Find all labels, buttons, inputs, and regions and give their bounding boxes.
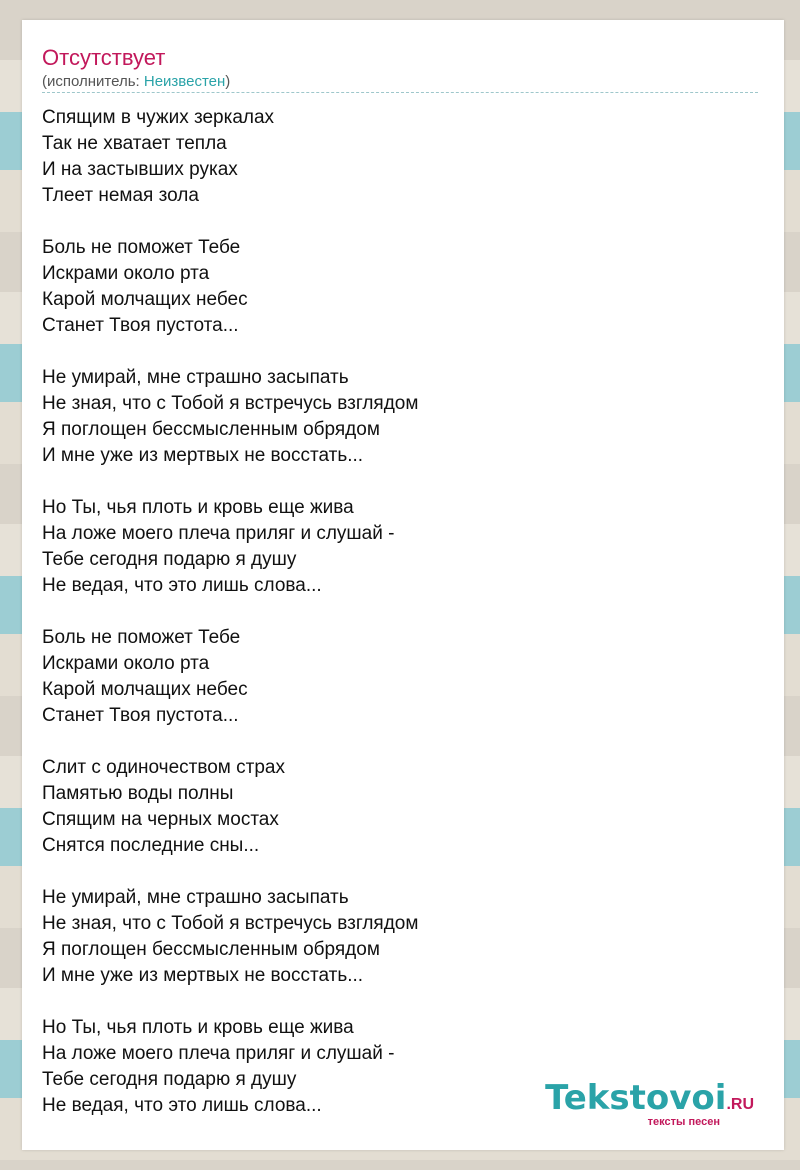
lyric-line: Карой молчащих небес bbox=[42, 289, 248, 310]
lyric-line: Тлеет немая зола bbox=[42, 185, 199, 206]
logo-brand: Tekstovoi bbox=[545, 1078, 727, 1118]
lyric-line: Не ведая, что это лишь слова... bbox=[42, 575, 322, 596]
stanza-gap bbox=[42, 989, 758, 1015]
lyric-line: На ложе моего плеча приляг и слушай - bbox=[42, 523, 395, 544]
lyric-line: И на застывших руках bbox=[42, 159, 238, 180]
stanza-gap bbox=[42, 859, 758, 885]
stanza-gap bbox=[42, 209, 758, 235]
lyric-line: Карой молчащих небес bbox=[42, 679, 248, 700]
song-title: Отсутствует bbox=[42, 45, 166, 70]
lyric-line: Не зная, что с Тобой я встречусь взглядом bbox=[42, 393, 419, 414]
lyric-line: Не зная, что с Тобой я встречусь взглядом bbox=[42, 913, 419, 934]
lyric-line: Боль не поможет Тебе bbox=[42, 237, 241, 258]
lyric-line: Спящим в чужих зеркалах bbox=[42, 107, 275, 128]
stanza-gap bbox=[42, 469, 758, 495]
lyric-line: Искрами около рта bbox=[42, 653, 210, 674]
lyric-line: Но Ты, чья плоть и кровь еще жива bbox=[42, 1017, 354, 1038]
lyric-line: Я поглощен бессмысленным обрядом bbox=[42, 419, 380, 440]
stanza-gap bbox=[42, 339, 758, 365]
lyric-line: Памятью воды полны bbox=[42, 783, 234, 804]
lyric-line: Я поглощен бессмысленным обрядом bbox=[42, 939, 380, 960]
lyrics-body bbox=[42, 105, 758, 1119]
site-logo[interactable] bbox=[545, 1080, 754, 1128]
lyric-line: Не умирай, мне страшно засыпать bbox=[42, 367, 349, 388]
lyric-line: Слит с одиночеством страх bbox=[42, 757, 285, 778]
lyric-line: Искрами около рта bbox=[42, 263, 210, 284]
lyric-line: Не ведая, что это лишь слова... bbox=[42, 1095, 322, 1116]
stanza-gap bbox=[42, 729, 758, 755]
lyric-line: Станет Твоя пустота... bbox=[42, 705, 239, 726]
lyric-line: Тебе сегодня подарю я душу bbox=[42, 1069, 297, 1090]
logo-tagline: тексты песен bbox=[647, 1116, 720, 1128]
lyrics-card bbox=[22, 20, 784, 1150]
lyric-line: Боль не поможет Тебе bbox=[42, 627, 241, 648]
lyric-line: На ложе моего плеча приляг и слушай - bbox=[42, 1043, 395, 1064]
lyric-line: И мне уже из мертвых не восстать... bbox=[42, 445, 364, 466]
artist-suffix: ) bbox=[225, 73, 231, 90]
lyric-line: Спящим на черных мостах bbox=[42, 809, 279, 830]
artist-line bbox=[42, 72, 230, 92]
dashed-divider bbox=[42, 92, 758, 93]
lyric-line: Снятся последние сны... bbox=[42, 835, 260, 856]
lyric-line: Не умирай, мне страшно засыпать bbox=[42, 887, 349, 908]
lyric-line: И мне уже из мертвых не восстать... bbox=[42, 965, 364, 986]
lyric-line: Так не хватает тепла bbox=[42, 133, 227, 154]
lyric-line: Станет Твоя пустота... bbox=[42, 315, 239, 336]
artist-link[interactable]: Неизвестен bbox=[143, 73, 226, 90]
lyric-line: Но Ты, чья плоть и кровь еще жива bbox=[42, 497, 354, 518]
stanza-gap bbox=[42, 599, 758, 625]
artist-prefix: (исполнитель: bbox=[42, 73, 144, 90]
logo-tld: .RU bbox=[726, 1096, 754, 1113]
lyric-line: Тебе сегодня подарю я душу bbox=[42, 549, 297, 570]
